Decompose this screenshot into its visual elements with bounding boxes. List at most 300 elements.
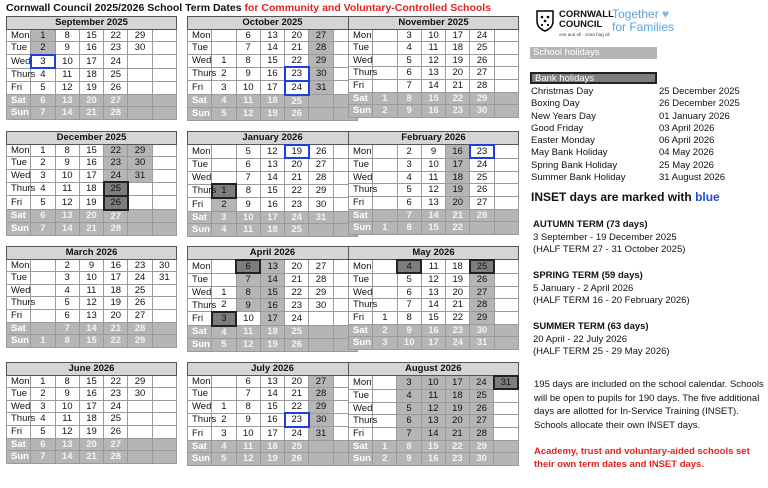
day-cell: 11 xyxy=(79,284,103,297)
day-cell xyxy=(128,107,152,120)
legend-bank-holidays: Bank holidays xyxy=(530,72,657,84)
day-cell xyxy=(128,425,152,438)
day-label: Tue xyxy=(7,42,31,55)
day-label: Sun xyxy=(188,224,212,237)
day-cell: 30 xyxy=(152,259,176,272)
day-cell xyxy=(373,402,397,415)
month-name: June 2026 xyxy=(7,363,177,376)
day-cell xyxy=(152,375,176,388)
day-cell: 29 xyxy=(470,440,494,453)
day-cell xyxy=(494,196,518,209)
day-cell: 15 xyxy=(79,375,103,388)
day-cell xyxy=(31,259,55,272)
day-cell: 27 xyxy=(309,29,333,42)
day-cell: 6 xyxy=(397,415,421,428)
day-cell: 22 xyxy=(104,335,128,348)
day-cell xyxy=(494,67,518,80)
day-cell: 21 xyxy=(446,79,470,92)
day-label: Tue xyxy=(349,273,373,286)
day-cell: 22 xyxy=(285,184,309,198)
day-cell: 23 xyxy=(446,324,470,337)
day-cell: 16 xyxy=(79,157,103,170)
day-cell: 1 xyxy=(373,92,397,105)
day-cell: 12 xyxy=(421,273,445,286)
day-label: Mon xyxy=(7,375,31,388)
day-cell: 10 xyxy=(236,81,260,95)
day-cell xyxy=(494,389,518,402)
day-cell: 28 xyxy=(470,209,494,222)
day-cell: 9 xyxy=(397,324,421,337)
day-cell xyxy=(309,108,333,121)
day-label: Fri xyxy=(7,196,31,210)
day-label: Thurs xyxy=(7,413,31,426)
day-cell: 22 xyxy=(104,375,128,388)
bank-holiday-date: 25 December 2025 xyxy=(659,86,740,97)
day-cell: 4 xyxy=(212,224,236,237)
day-cell: 16 xyxy=(421,105,445,118)
day-cell: 24 xyxy=(285,211,309,224)
day-cell: 2 xyxy=(212,413,236,427)
day-cell xyxy=(128,223,152,236)
day-cell: 12 xyxy=(55,425,79,438)
day-cell: 12 xyxy=(236,339,260,352)
day-cell: 18 xyxy=(260,440,284,453)
month-name: July 2026 xyxy=(188,363,358,376)
day-cell xyxy=(494,105,518,118)
day-label: Mon xyxy=(188,29,212,42)
day-label: Thurs xyxy=(7,297,31,310)
day-cell: 27 xyxy=(470,415,494,428)
day-cell xyxy=(152,182,176,196)
day-label: Sun xyxy=(349,105,373,118)
day-cell: 9 xyxy=(236,299,260,312)
month-name: April 2026 xyxy=(188,247,358,260)
day-cell: 8 xyxy=(397,92,421,105)
day-cell: 31 xyxy=(152,272,176,285)
day-label: Tue xyxy=(7,388,31,401)
day-label: Sun xyxy=(7,451,31,464)
bank-holiday-row xyxy=(531,160,761,172)
bank-holiday-date: 03 April 2026 xyxy=(659,122,715,134)
day-cell: 8 xyxy=(397,440,421,453)
calendar-info: 195 days are included on the school calendar. Schools will be open to pupils for 190 days. The five additional days are allotted for In-Service Training (INSET). Schools allocate their own INSET days. xyxy=(534,379,764,431)
day-cell: 18 xyxy=(445,389,469,402)
day-cell xyxy=(128,68,152,81)
day-label: Tue xyxy=(349,389,373,402)
day-cell xyxy=(128,55,152,69)
day-cell xyxy=(494,145,518,159)
day-cell: 7 xyxy=(55,322,79,335)
legend-school-holidays: School holidays xyxy=(530,47,657,59)
day-cell: 15 xyxy=(260,400,284,413)
day-cell xyxy=(494,92,518,105)
day-cell xyxy=(494,171,518,184)
day-cell: 12 xyxy=(421,184,445,197)
day-cell: 22 xyxy=(104,144,128,157)
day-cell: 22 xyxy=(285,286,309,299)
day-cell: 21 xyxy=(446,299,470,312)
day-label: Sat xyxy=(349,440,373,453)
day-cell: 16 xyxy=(79,42,103,55)
day-cell: 21 xyxy=(446,209,470,222)
day-label: Tue xyxy=(349,42,373,55)
day-cell xyxy=(212,29,236,42)
day-cell: 9 xyxy=(79,259,103,272)
day-cell xyxy=(494,222,518,235)
day-cell: 5 xyxy=(397,402,421,415)
day-cell: 28 xyxy=(470,427,494,440)
day-cell: 21 xyxy=(285,42,309,55)
day-label: Tue xyxy=(188,273,212,286)
day-cell: 26 xyxy=(470,184,494,197)
day-cell xyxy=(152,425,176,438)
day-cell: 14 xyxy=(79,322,103,335)
day-cell: 3 xyxy=(397,376,421,390)
day-cell: 7 xyxy=(31,451,55,464)
together-for-families-logo: Together ♥ for Families xyxy=(612,7,675,34)
day-cell: 21 xyxy=(79,451,103,464)
title-main: Cornwall Council 2025/2026 School Term Dates xyxy=(6,2,245,14)
day-cell xyxy=(152,210,176,223)
month-calendar xyxy=(348,362,519,466)
bank-holiday-row xyxy=(531,86,761,98)
day-cell: 1 xyxy=(212,400,236,413)
day-label: Tue xyxy=(188,388,212,401)
day-cell: 22 xyxy=(446,92,470,105)
day-cell: 7 xyxy=(236,273,260,286)
day-cell: 6 xyxy=(55,309,79,322)
month-name: December 2025 xyxy=(7,132,177,145)
day-label: Wed xyxy=(188,286,212,299)
day-cell: 25 xyxy=(470,389,494,402)
day-cell: 24 xyxy=(446,337,470,350)
day-cell xyxy=(212,42,236,55)
day-cell: 17 xyxy=(260,211,284,224)
day-cell: 27 xyxy=(128,309,152,322)
day-cell: 16 xyxy=(260,413,284,427)
day-label: Thurs xyxy=(349,67,373,80)
day-cell: 31 xyxy=(494,376,518,390)
day-cell: 22 xyxy=(446,311,470,324)
term-dates: 20 April - 22 July 2026 xyxy=(533,333,628,345)
day-cell: 6 xyxy=(397,286,421,299)
day-cell: 24 xyxy=(104,55,128,69)
day-label: Tue xyxy=(188,158,212,171)
day-cell: 12 xyxy=(55,81,79,94)
day-cell: 10 xyxy=(236,211,260,224)
day-cell: 8 xyxy=(236,400,260,413)
day-cell: 18 xyxy=(260,224,284,237)
day-cell: 22 xyxy=(104,29,128,42)
day-cell: 26 xyxy=(285,339,309,352)
day-cell: 28 xyxy=(128,322,152,335)
day-cell: 25 xyxy=(470,42,494,55)
day-cell: 6 xyxy=(236,260,260,274)
day-label: Sun xyxy=(349,453,373,466)
day-cell xyxy=(494,311,518,324)
day-cell: 26 xyxy=(128,297,152,310)
day-cell: 16 xyxy=(446,145,470,159)
day-cell xyxy=(309,339,333,352)
day-cell: 14 xyxy=(260,388,284,401)
day-label: Fri xyxy=(7,309,31,322)
day-cell: 6 xyxy=(397,67,421,80)
day-cell: 3 xyxy=(212,427,236,440)
day-cell: 17 xyxy=(260,81,284,95)
day-cell: 5 xyxy=(212,339,236,352)
day-cell xyxy=(494,273,518,286)
day-cell: 12 xyxy=(55,196,79,210)
day-cell: 28 xyxy=(104,107,128,120)
day-cell xyxy=(152,68,176,81)
month-name: March 2026 xyxy=(7,247,177,260)
day-cell: 1 xyxy=(31,335,55,348)
day-cell: 24 xyxy=(285,312,309,326)
day-cell: 15 xyxy=(421,222,445,235)
day-cell: 30 xyxy=(309,67,333,81)
day-cell: 21 xyxy=(445,427,469,440)
day-cell xyxy=(309,326,333,339)
month-calendar xyxy=(6,131,177,236)
day-cell: 10 xyxy=(236,427,260,440)
day-cell: 25 xyxy=(128,284,152,297)
day-cell: 31 xyxy=(470,337,494,350)
bank-holiday-row xyxy=(531,135,761,147)
day-cell xyxy=(152,107,176,120)
day-label: Thurs xyxy=(349,299,373,312)
day-cell: 4 xyxy=(31,68,55,81)
day-cell: 17 xyxy=(104,272,128,285)
day-cell xyxy=(309,453,333,466)
day-cell: 8 xyxy=(55,375,79,388)
day-label: Thurs xyxy=(188,67,212,81)
day-cell: 5 xyxy=(397,54,421,67)
bank-holiday-date: 26 December 2025 xyxy=(659,98,740,110)
day-cell: 4 xyxy=(212,326,236,339)
day-cell: 2 xyxy=(373,453,397,466)
day-cell: 28 xyxy=(470,79,494,92)
day-cell xyxy=(212,388,236,401)
day-cell: 25 xyxy=(104,182,128,196)
day-cell xyxy=(309,440,333,453)
day-cell: 14 xyxy=(55,451,79,464)
day-cell: 20 xyxy=(285,260,309,274)
day-cell: 23 xyxy=(285,413,309,427)
day-cell: 24 xyxy=(285,81,309,95)
day-label: Fri xyxy=(7,81,31,94)
day-cell xyxy=(212,145,236,159)
month-calendar xyxy=(187,131,358,237)
day-cell: 29 xyxy=(128,335,152,348)
day-label: Tue xyxy=(7,272,31,285)
day-cell xyxy=(309,224,333,237)
day-cell: 19 xyxy=(446,273,470,286)
day-cell: 18 xyxy=(79,68,103,81)
day-cell: 1 xyxy=(31,144,55,157)
day-cell: 24 xyxy=(285,427,309,440)
bank-holiday-date: 04 May 2026 xyxy=(659,147,714,159)
bank-holiday-row xyxy=(531,172,761,184)
day-cell: 30 xyxy=(470,324,494,337)
day-cell: 10 xyxy=(79,272,103,285)
day-cell: 4 xyxy=(55,284,79,297)
day-label: Fri xyxy=(7,425,31,438)
day-cell xyxy=(152,297,176,310)
day-label: Sat xyxy=(349,324,373,337)
day-cell: 13 xyxy=(260,158,284,171)
day-cell: 5 xyxy=(397,273,421,286)
day-label: Sun xyxy=(188,339,212,352)
day-cell: 18 xyxy=(446,171,470,184)
day-cell: 1 xyxy=(212,54,236,67)
day-cell: 30 xyxy=(309,198,333,211)
day-cell xyxy=(152,400,176,413)
day-cell: 16 xyxy=(421,453,445,466)
day-cell: 27 xyxy=(309,158,333,171)
day-cell xyxy=(152,388,176,401)
day-cell xyxy=(373,29,397,42)
day-label: Mon xyxy=(349,260,373,274)
day-cell: 20 xyxy=(79,94,103,107)
day-cell xyxy=(152,29,176,42)
day-label: Sun xyxy=(349,337,373,350)
crest-icon xyxy=(533,8,557,32)
day-cell: 11 xyxy=(421,42,445,55)
day-cell: 26 xyxy=(104,196,128,210)
month-name: February 2026 xyxy=(349,132,519,145)
day-cell: 26 xyxy=(104,81,128,94)
day-cell: 27 xyxy=(104,94,128,107)
day-cell: 21 xyxy=(79,223,103,236)
day-cell xyxy=(152,451,176,464)
day-label: Sun xyxy=(188,453,212,466)
day-cell: 25 xyxy=(285,440,309,453)
day-cell: 18 xyxy=(104,284,128,297)
month-name: October 2025 xyxy=(188,17,358,30)
day-label: Thurs xyxy=(349,184,373,197)
day-cell xyxy=(152,157,176,170)
day-cell: 29 xyxy=(128,375,152,388)
day-cell: 11 xyxy=(236,224,260,237)
day-cell: 9 xyxy=(421,145,445,159)
day-label: Sat xyxy=(7,94,31,107)
day-cell: 6 xyxy=(31,94,55,107)
day-cell: 4 xyxy=(397,42,421,55)
inset-note: INSET days are marked with blue xyxy=(531,190,720,204)
day-cell xyxy=(309,95,333,108)
term-heading: AUTUMN TERM (73 days) xyxy=(533,219,648,230)
day-cell: 8 xyxy=(236,54,260,67)
month-name: August 2026 xyxy=(349,363,519,376)
month-calendar xyxy=(187,362,358,466)
day-cell: 15 xyxy=(79,335,103,348)
day-cell xyxy=(212,171,236,184)
day-cell: 30 xyxy=(128,157,152,170)
day-cell xyxy=(152,284,176,297)
day-cell xyxy=(373,286,397,299)
bank-holiday-name: Boxing Day xyxy=(531,98,580,110)
day-cell: 17 xyxy=(79,55,103,69)
academy-note: Academy, trust and voluntary-aided schools set their own term dates and INSET days. xyxy=(534,446,750,470)
day-cell: 20 xyxy=(445,415,469,428)
day-label: Mon xyxy=(349,145,373,159)
day-cell: 15 xyxy=(79,29,103,42)
page-title xyxy=(6,2,491,14)
month-calendar xyxy=(348,131,519,235)
day-cell xyxy=(152,438,176,451)
day-cell xyxy=(494,337,518,350)
day-cell: 6 xyxy=(236,375,260,388)
day-label: Wed xyxy=(349,286,373,299)
day-cell: 7 xyxy=(397,209,421,222)
day-cell: 10 xyxy=(397,337,421,350)
day-cell xyxy=(373,273,397,286)
day-cell: 3 xyxy=(212,81,236,95)
day-cell: 24 xyxy=(470,158,494,171)
day-cell: 8 xyxy=(236,184,260,198)
month-name: May 2026 xyxy=(349,247,519,260)
day-label: Wed xyxy=(349,402,373,415)
day-cell: 29 xyxy=(309,54,333,67)
day-cell xyxy=(494,29,518,42)
day-label: Fri xyxy=(188,312,212,326)
day-cell xyxy=(373,196,397,209)
day-cell xyxy=(128,94,152,107)
day-cell: 29 xyxy=(128,144,152,157)
day-cell: 28 xyxy=(309,388,333,401)
day-cell: 11 xyxy=(55,413,79,426)
day-cell xyxy=(494,158,518,171)
day-cell: 7 xyxy=(236,171,260,184)
day-cell: 2 xyxy=(373,105,397,118)
day-cell: 29 xyxy=(470,311,494,324)
day-label: Mon xyxy=(7,259,31,272)
day-cell xyxy=(373,376,397,390)
day-cell: 30 xyxy=(309,413,333,427)
day-cell xyxy=(128,438,152,451)
council-motto: one and all · onan hag oll xyxy=(559,32,610,37)
day-cell: 30 xyxy=(470,453,494,466)
day-cell: 4 xyxy=(397,171,421,184)
day-label: Fri xyxy=(349,196,373,209)
day-cell: 11 xyxy=(421,260,445,274)
day-cell xyxy=(31,309,55,322)
month-name: September 2025 xyxy=(7,17,177,30)
day-cell: 10 xyxy=(421,29,445,42)
day-cell: 14 xyxy=(55,107,79,120)
day-cell: 3 xyxy=(31,400,55,413)
day-cell xyxy=(128,400,152,413)
day-cell: 14 xyxy=(55,223,79,236)
day-label: Fri xyxy=(349,427,373,440)
day-cell: 11 xyxy=(421,389,445,402)
day-cell: 23 xyxy=(104,42,128,55)
day-cell: 19 xyxy=(79,196,103,210)
day-cell: 4 xyxy=(397,260,421,274)
month-calendar xyxy=(348,246,519,350)
day-cell: 20 xyxy=(285,29,309,42)
day-cell: 5 xyxy=(212,108,236,121)
day-cell: 19 xyxy=(446,54,470,67)
day-cell: 7 xyxy=(397,427,421,440)
day-cell: 22 xyxy=(285,54,309,67)
day-label: Sat xyxy=(188,95,212,108)
day-cell: 13 xyxy=(55,210,79,223)
day-label: Thurs xyxy=(188,184,212,198)
day-cell: 7 xyxy=(236,388,260,401)
day-cell: 26 xyxy=(470,54,494,67)
day-cell: 13 xyxy=(421,286,445,299)
